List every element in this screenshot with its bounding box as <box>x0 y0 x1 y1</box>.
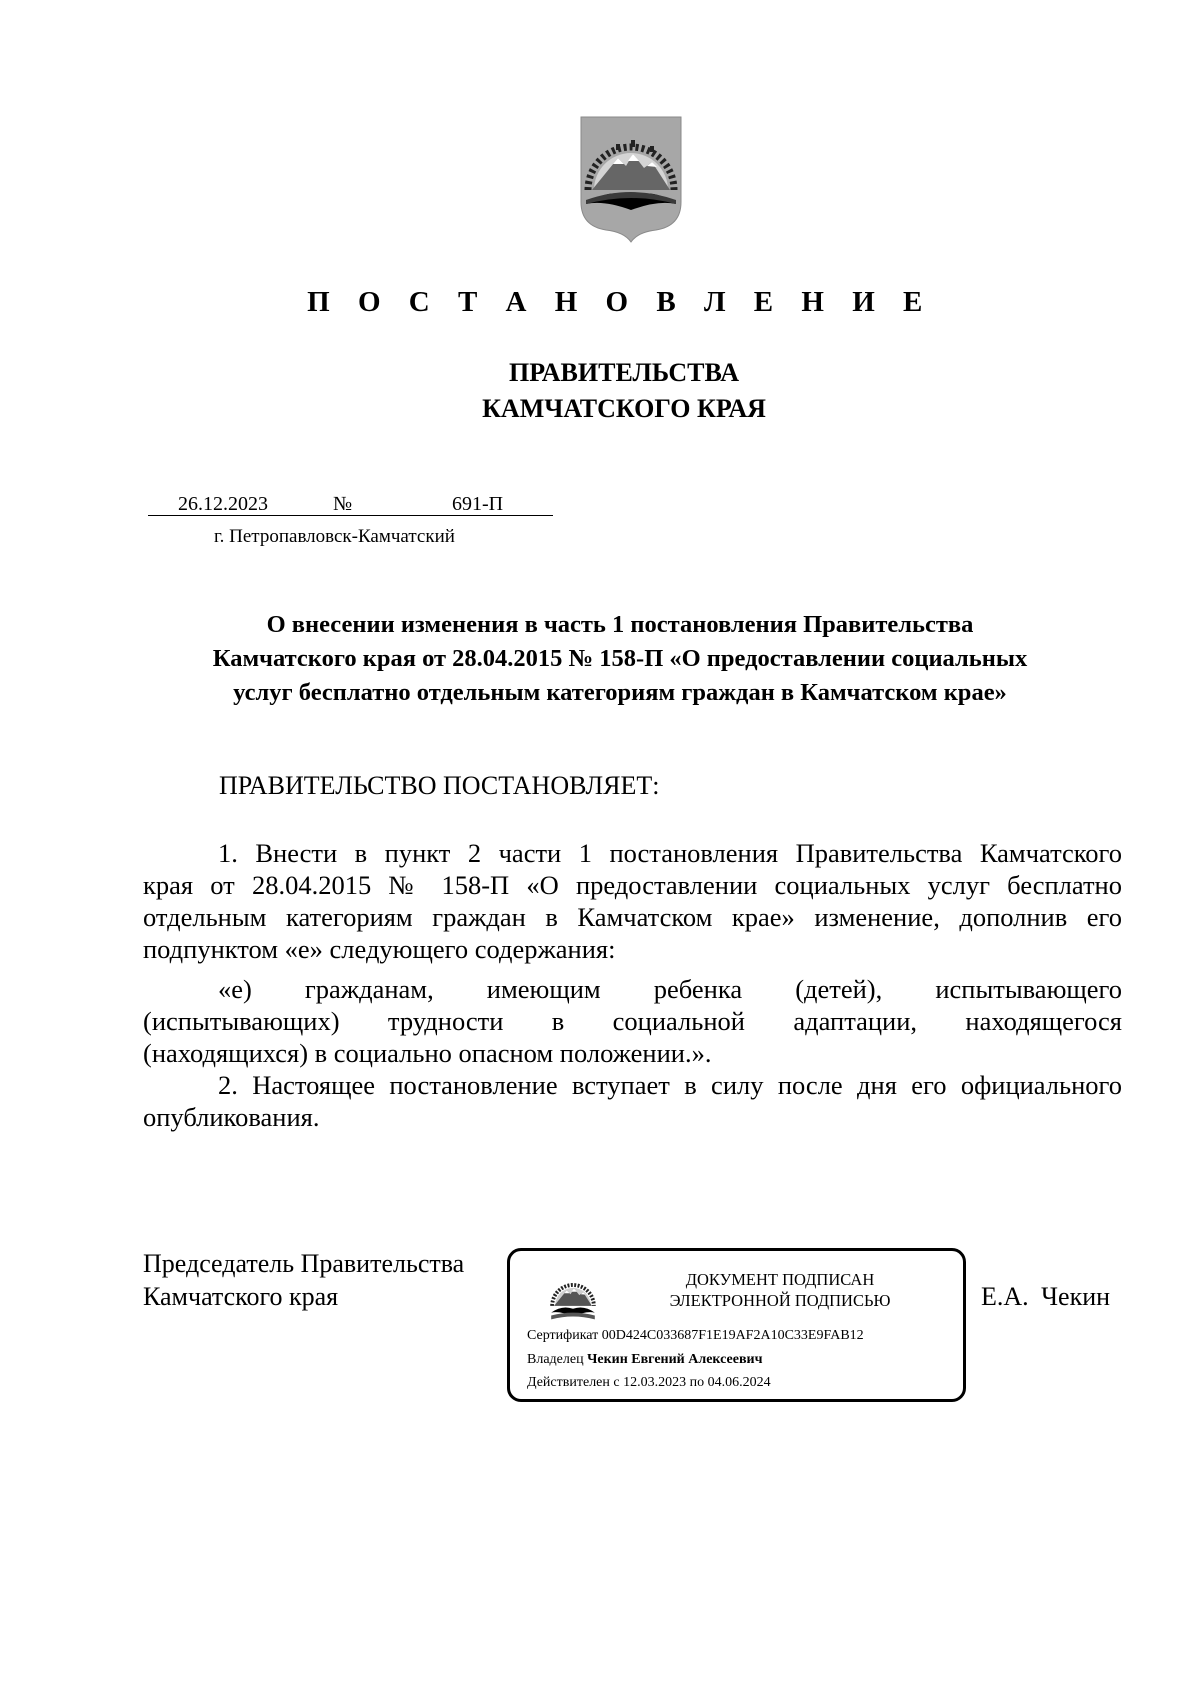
stamp-heading-line: ДОКУМЕНТ ПОДПИСАН <box>685 1270 875 1289</box>
kamchatka-coat-of-arms-icon <box>578 114 684 244</box>
signer-name: Е.А. Чекин <box>981 1282 1111 1311</box>
clause-line: 2. Настоящее постановление вступает в силу после дня его официального <box>218 1070 1122 1100</box>
authority-line: ПРАВИТЕЛЬСТВА <box>509 358 739 387</box>
stamp-emblem-icon <box>547 1269 599 1332</box>
electronic-signature-stamp <box>507 1248 966 1402</box>
owner-label: Владелец <box>527 1352 584 1367</box>
valid-to-date: 04.06.2024 <box>707 1375 771 1390</box>
clause-line: края от 28.04.2015 № 158-П «О предоставлении социальных услуг бесплатно <box>143 870 1122 900</box>
stamp-certificate <box>527 1327 864 1345</box>
valid-to-label: по <box>689 1375 705 1390</box>
clause-line: (находящихся) в социально опасном положении.». <box>143 1038 712 1068</box>
clause-line: опубликования. <box>143 1102 320 1132</box>
subclause-e <box>143 973 1122 1069</box>
authority-line: КАМЧАТСКОГО КРАЯ <box>482 394 766 423</box>
certificate-value: 00D424C033687F1E19AF2A10C33E9FAB12 <box>601 1328 864 1343</box>
subject-line: Камчатского края от 28.04.2015 № 158-П «О предоставлении социальных <box>212 645 1028 672</box>
valid-from-label: Действителен с <box>527 1375 620 1390</box>
stamp-heading-line: ЭЛЕКТРОННОЙ ПОДПИСЬЮ <box>669 1291 891 1310</box>
stamp-owner <box>527 1351 762 1369</box>
document-date: 26.12.2023 <box>178 493 268 515</box>
document-city: г. Петропавловск-Камчатский <box>214 526 455 547</box>
document-number: 691-П <box>452 493 504 515</box>
number-sign: № <box>333 493 353 515</box>
owner-value: Чекин Евгений Алексеевич <box>587 1352 763 1367</box>
clause-line: отдельным категориям граждан в Камчатском крае» изменение, дополнив его <box>143 902 1122 932</box>
subject-line: услуг бесплатно отдельным категориям граждан в Камчатском крае» <box>233 679 1007 706</box>
stamp-validity <box>527 1374 771 1392</box>
clause-1 <box>143 837 1122 965</box>
clause-line: (испытывающих) трудности в социальной адаптации, находящегося <box>143 1006 1122 1036</box>
certificate-label: Сертификат <box>527 1328 599 1343</box>
signer-title-line: Камчатского края <box>143 1282 339 1311</box>
issuing-authority <box>0 355 1200 427</box>
stamp-heading <box>610 1269 950 1311</box>
registration-underline <box>148 515 553 516</box>
clause-line: подпунктом «е» следующего содержания: <box>143 934 616 964</box>
clause-line: 1. Внести в пункт 2 части 1 постановления Правительства Камчатского <box>218 838 1122 868</box>
subject-line: О внесении изменения в часть 1 постановления Правительства <box>266 611 974 638</box>
clause-2 <box>143 1069 1122 1133</box>
document-subject <box>120 608 1120 710</box>
document-type-title: П О С Т А Н О В Л Е Н И Е <box>307 286 933 318</box>
clause-line: «е) гражданам, имеющим ребенка (детей), испытывающего <box>218 974 1122 1004</box>
valid-from-date: 12.03.2023 <box>623 1375 687 1390</box>
signer-title-line: Председатель Правительства <box>143 1249 465 1278</box>
preamble: ПРАВИТЕЛЬСТВО ПОСТАНОВЛЯЕТ: <box>219 771 660 800</box>
signer-title <box>143 1247 464 1313</box>
